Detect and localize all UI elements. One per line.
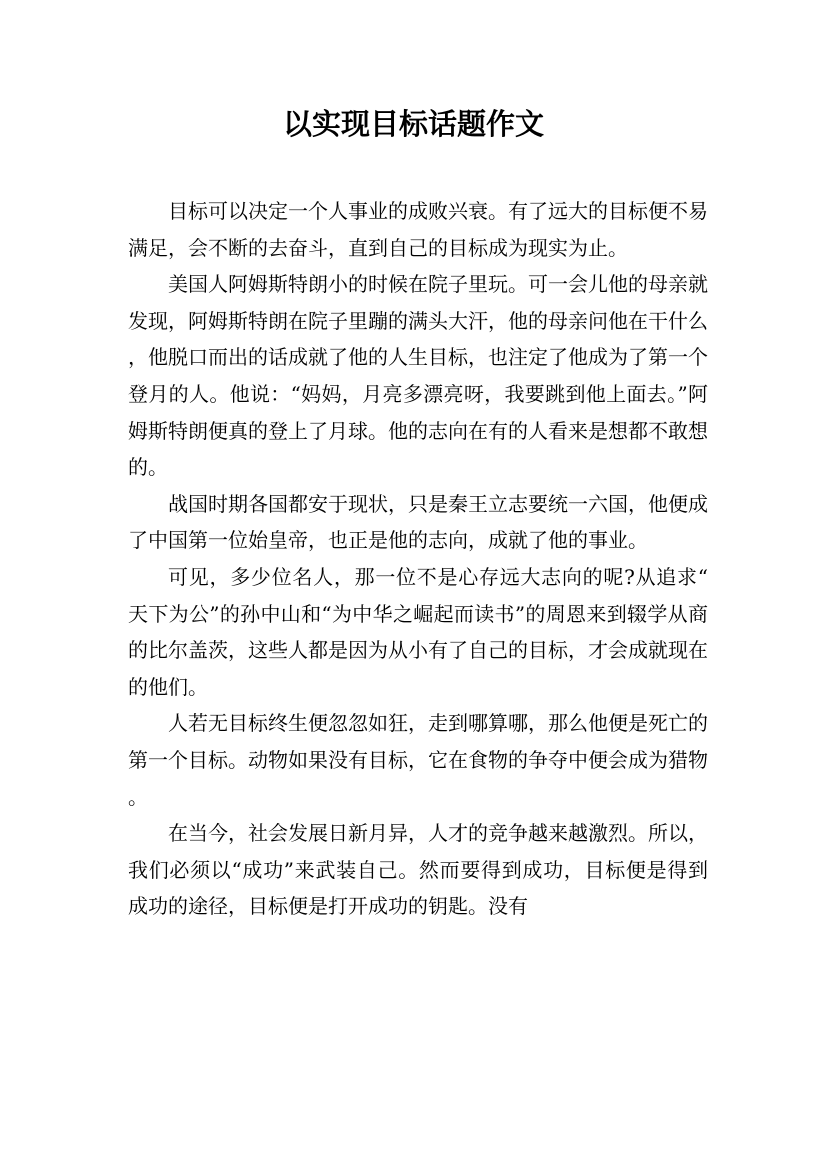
document-title: 以实现目标话题作文 — [282, 107, 544, 141]
paragraph: 人若无目标终生便忽忽如狂，走到哪算哪，那么他便是死亡的第一个目标。动物如果没有目标，它在食物的争夺中便会成为猎物。 — [128, 711, 708, 809]
paragraph: 在当今，社会发展日新月异，人才的竞争越来越激烈。所以，我们必须以“成功”来武装自己。然而要得到成功，目标便是得到成功的途径，目标便是打开成功的钥匙。没有 — [128, 821, 708, 919]
paragraph: 美国人阿姆斯特朗小的时候在院子里玩。可一会儿他的母亲就发现，阿姆斯特朗在院子里蹦的满头大汗，他的母亲问他在干什么，他脱口而出的话成就了他的人生目标，也注定了他成为了第一个登月的人。他说：“妈妈，月亮多漂亮呀，我要跳到他上面去。”阿姆斯特朗便真的登上了月球。他的志向在有的人看来是想都不敢想的。 — [128, 272, 708, 480]
paragraph: 可见，多少位名人，那一位不是心存远大志向的呢?从追求“天下为公”的孙中山和“为中华之崛起而读书”的周恩来到辍学从商的比尔盖茨，这些人都是因为从小有了自己的目标，才会成就现在的他们。 — [128, 564, 708, 699]
paragraph: 战国时期各国都安于现状，只是秦王立志要统一六国，他便成了中国第一位始皇帝，也正是他的志向，成就了他的事业。 — [128, 491, 708, 553]
document-body — [128, 193, 708, 925]
paragraph: 目标可以决定一个人事业的成败兴衰。有了远大的目标便不易满足，会不断的去奋斗，直到自己的目标成为现实为止。 — [128, 199, 708, 260]
